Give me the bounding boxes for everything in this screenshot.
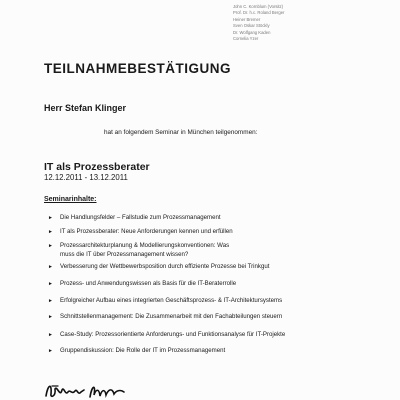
seminar-dates: 12.12.2011 - 13.12.2011	[44, 173, 128, 182]
recipient-name: Herr Stefan Klinger	[44, 103, 127, 113]
list-item	[44, 263, 394, 271]
intro-text: hat an folgendem Seminar in München teilgenommen:	[104, 129, 258, 136]
arrow-bullet-icon: ►	[48, 314, 53, 321]
list-item-text: Prozessarchitekturplanung & Modellierungskonventionen: Was muss die IT über Prozessmanagement wissen?	[60, 242, 230, 258]
arrow-bullet-icon: ►	[48, 281, 53, 288]
list-item-text: Case-Study: Prozessorientierte Anforderungs- und Funktionsanalyse für IT-Projekte	[60, 330, 286, 338]
list-item-text: Prozess- und Anwendungswissen als Basis für die IT-Beraterrolle	[60, 280, 237, 288]
board-member: Prof. Dr. h.c. Roland Berger	[233, 10, 285, 16]
list-item-text: Erfolgreicher Aufbau eines integrierten Geschäftsprozess- & IT-Architektursystems	[60, 297, 283, 305]
list-item	[44, 280, 394, 288]
signature-image	[42, 380, 132, 400]
list-item-text: Verbesserung der Wettbewerbsposition durch effiziente Prozesse bei Trinkgut	[60, 262, 270, 270]
arrow-bullet-icon: ►	[48, 331, 53, 338]
document-title: TEILNAHMEBESTÄTIGUNG	[44, 61, 231, 76]
arrow-bullet-icon: ►	[48, 263, 53, 270]
list-item	[44, 214, 394, 222]
board-member: John C. Kornblum (Vorsitz)	[233, 4, 284, 9]
list-item	[44, 242, 394, 258]
arrow-bullet-icon: ►	[48, 243, 53, 250]
board-members-list	[233, 4, 284, 42]
list-item	[44, 228, 394, 236]
seminar-contents-list	[44, 214, 394, 355]
arrow-bullet-icon: ►	[48, 347, 53, 354]
arrow-bullet-icon: ►	[48, 229, 53, 236]
list-item-text: IT als Prozessberater: Neue Anforderungen kennen und erfüllen	[60, 228, 233, 236]
list-item	[44, 313, 394, 321]
list-item	[44, 297, 394, 305]
list-item	[44, 347, 394, 355]
arrow-bullet-icon: ►	[48, 215, 53, 221]
arrow-bullet-icon: ►	[48, 298, 53, 305]
list-item-text: Die Handlungsfelder – Fallstudie zum Prozessmanagement	[60, 214, 221, 221]
board-member: Cornelia Yzer	[233, 36, 259, 42]
list-item-text: Schnittstellenmanagement: Die Zusammenarbeit mit den Fachabteilungen steuern	[60, 313, 283, 321]
board-member: Sven Oskar Stöckly	[233, 23, 270, 29]
list-item	[44, 331, 394, 339]
seminar-title: IT als Prozessberater	[44, 161, 150, 173]
board-member: Heiner Bremer	[233, 16, 261, 22]
list-item-text: Gruppendiskussion: Die Rolle der IT im Prozessmanagement	[60, 346, 226, 354]
board-member: Dr. Wolfgang Kaden	[233, 29, 271, 35]
seminar-contents-heading: Seminarinhalte:	[44, 196, 97, 203]
